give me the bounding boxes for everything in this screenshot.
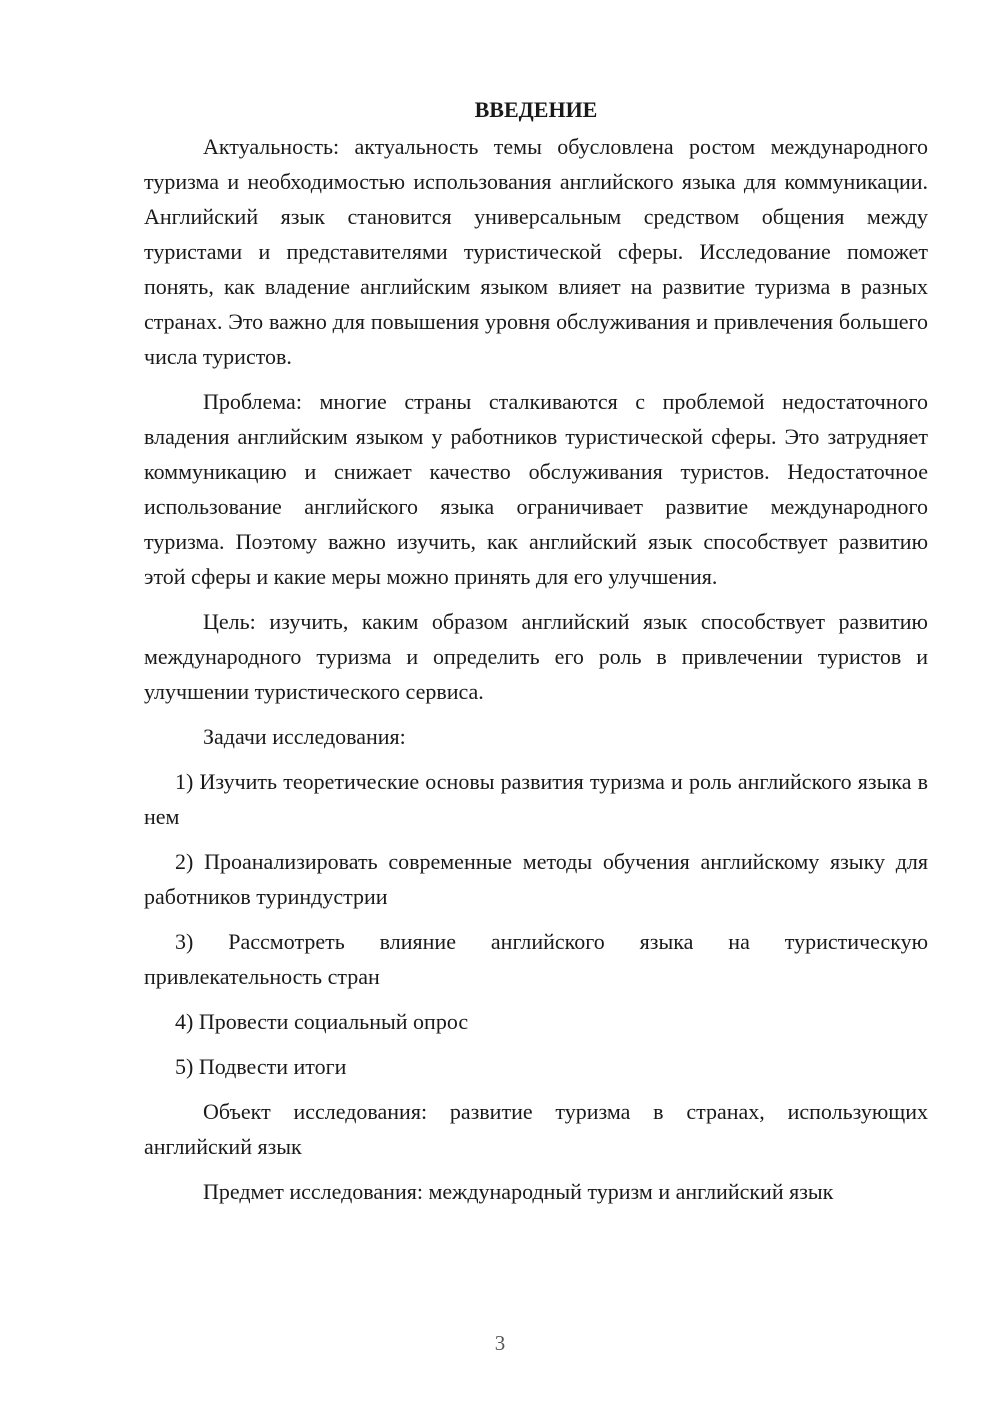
page-number: 3: [494, 1331, 506, 1355]
document-page: [144, 92, 928, 1209]
list-item: 2) Проанализировать современные методы обучения английскому языку для работников туриндустрии: [144, 849, 928, 909]
tasks-heading: Задачи исследования:: [203, 724, 406, 749]
list-item: 5) Подвести итоги: [175, 1054, 347, 1079]
goal-paragraph: Цель: изучить, каким образом английский язык способствует развитию международного туризма и определить его роль в привлечении туристов и улучшении туристического сервиса.: [144, 609, 928, 704]
page-title: ВВЕДЕНИЕ: [474, 97, 598, 122]
relevance-paragraph: Актуальность: актуальность темы обусловлена ростом международного туризма и необходимостью использования английского языка для коммуникации. Английский язык становится универсальным средством общения между туристами и представителями туристической сферы. Исследование поможет понять, как владение английским языком влияет на развитие туризма в разных странах. Это важно для повышения уровня обслуживания и привлечения большего числа туристов.: [144, 134, 928, 369]
list-item: 1) Изучить теоретические основы развития туризма и роль английского языка в нем: [144, 769, 928, 829]
subject-paragraph: Предмет исследования: международный туризм и английский язык: [203, 1179, 834, 1204]
list-item: 4) Провести социальный опрос: [175, 1009, 469, 1034]
list-item: 3) Рассмотреть влияние английского языка на туристическую привлекательность стран: [144, 929, 928, 989]
problem-paragraph: Проблема: многие страны сталкиваются с проблемой недостаточного владения английским языком у работников туристической сферы. Это затрудняет коммуникацию и снижает качество обслуживания туристов. Недостаточное использование английского языка ограничивает развитие международного туризма. Поэтому важно изучить, как английский язык способствует развитию этой сферы и какие меры можно принять для его улучшения.: [144, 389, 928, 589]
object-paragraph: Объект исследования: развитие туризма в странах, использующих английский язык: [144, 1099, 928, 1159]
